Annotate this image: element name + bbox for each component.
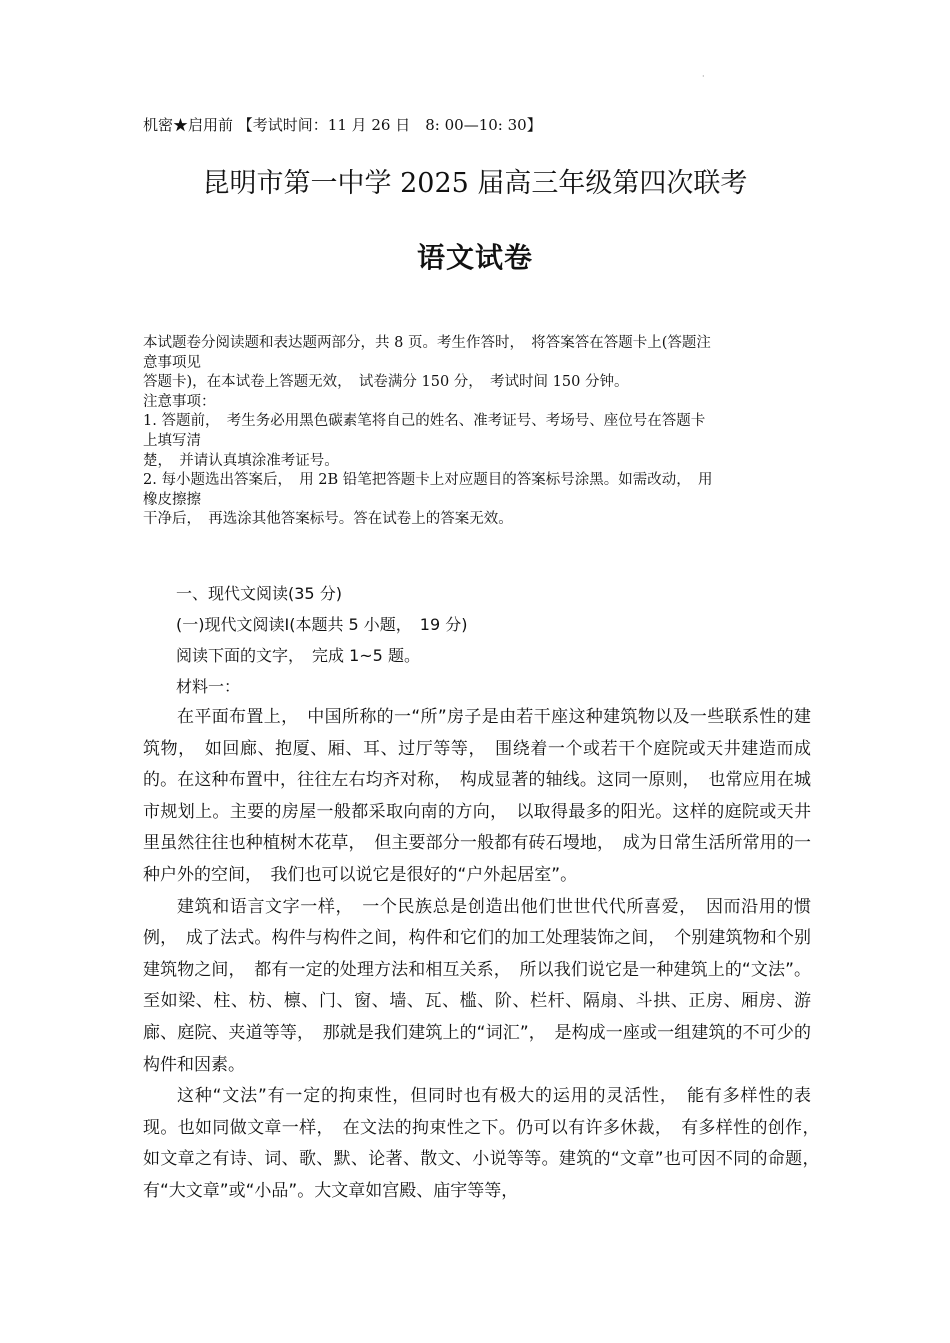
instruction-line: 楚， 并请认真填涂准考证号。 xyxy=(143,452,339,469)
passage-paragraph: 建筑和语言文字一样， 一个民族总是创造出他们世世代代所喜爱， 因而沿用的惯例， 成了法式。构件与构件之间，构件和它们的加工处理装饰之间， 个别建筑物和个别建筑物之间， 都有一定的处理方法和相互关系， 所以我们说它是一种建筑上的“文法”。至如梁、柱、枋、檩、门、窗、墙、瓦、槛、阶、栏杆、隔扇、斗拱、正房、厢房、游廊、庭院、夹道等等， 那就是我们建筑上的“词汇”， 是构成一座或一组建筑的不可少的构件和因素。 xyxy=(143,896,811,1075)
section-subheading: (一)现代文阅读Ⅰ(本题共 5 小题， 19 分) xyxy=(176,615,468,634)
instruction-line: 干净后， 再选涂其他答案标号。答在试卷上的答案无效。 xyxy=(143,511,513,528)
instruction-line: 答题卡)，在本试卷上答题无效， 试卷满分 150 分， 考试时间 150 分钟。 xyxy=(143,374,629,391)
subject-title: 语文试卷 xyxy=(416,241,533,274)
material-label: 材料一： xyxy=(176,677,241,696)
instruction-line: 上填写清 xyxy=(143,432,201,449)
passage-paragraph: 在平面布置上， 中国所称的一“所”房子是由若干座这种建筑物以及一些联系性的建筑物， 如回廊、抱厦、厢、耳、过厅等等， 围绕着一个或若干个庭院或天井建造而成的。在这种布置中，往往左右均齐对称， 构成显著的轴线。这同一原则， 也常应用在城市规划上。主要的房屋一般都采取向南的方向， 以取得最多的阳光。这样的庭院或天井里虽然往往也种植树木花草， 但主要部分一般都有砖石墁地， 成为日常生活所常用的一种户外的空间， 我们也可以说它是很好的“户外起居室”。 xyxy=(143,707,811,885)
instruction-line: 本试题卷分阅读题和表达题两部分，共 8 页。考生作答时， 将答案答在答题卡上(答题注 xyxy=(143,335,711,351)
instruction-line: 2. 每小题选出答案后， 用 2B 铅笔把答题卡上对应题目的答案标号涂黑。如需改动， 用 xyxy=(143,472,713,489)
passage-paragraph: 这种“文法”有一定的拘束性，但同时也有极大的运用的灵活性， 能有多样性的表现。也如同做文章一样， 在文法的拘束性之下。仍可以有许多休裁， 有多样性的创作， 如文章之有诗、词、歌、默、论著、散文、小说等等。建筑的“文章”也可因不同的命题， 有“大文章”或“小品”。大文章如宫殿、庙宇等等， xyxy=(143,1086,828,1201)
reading-section xyxy=(143,578,828,1208)
instruction-line: 意事项见 xyxy=(143,354,201,371)
section-heading: 一、现代文阅读(35 分) xyxy=(176,584,342,603)
confidential-exam-time-line: 机密★启用前 【考试时间：11 月 26 日 8: 00—10: 30】 xyxy=(143,116,542,134)
instructions-block xyxy=(143,334,811,530)
instruction-line: 注意事项： xyxy=(143,393,216,410)
exam-title: 昆明市第一中学 2025 届高三年级第四次联考 xyxy=(202,168,748,199)
reading-instruction: 阅读下面的文字， 完成 1~5 题。 xyxy=(176,646,420,665)
page-marker: · xyxy=(702,72,705,81)
instruction-line: 橡皮擦擦 xyxy=(143,491,201,508)
instruction-line: 1. 答题前， 考生务必用黑色碳素笔将自己的姓名、准考证号、考场号、座位号在答题卡 xyxy=(143,413,706,430)
